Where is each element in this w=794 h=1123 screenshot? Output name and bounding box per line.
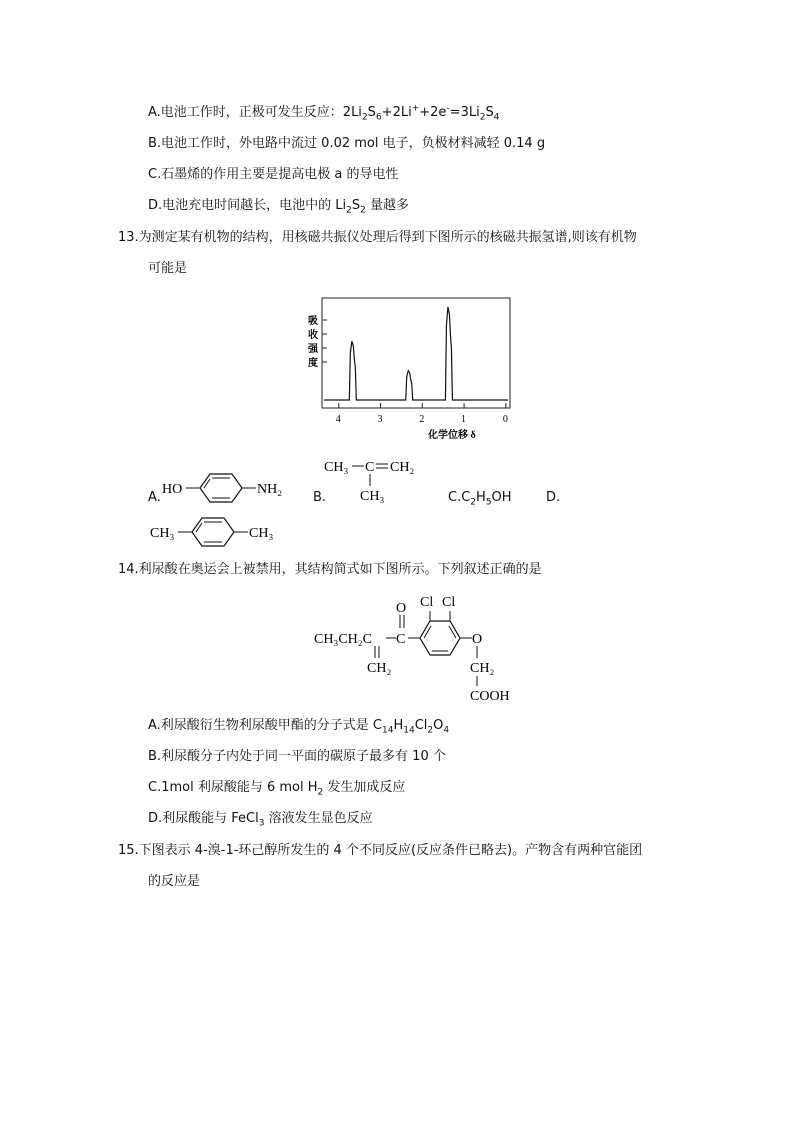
amino-group: NH₂ (257, 482, 283, 497)
q13-option-d-structure (148, 514, 288, 552)
q14-option-a: A.利尿酸衍生物利尿酸甲酯的分子式是 $C_{14}H_{14}Cl_2O_4$ (148, 718, 450, 736)
x-tick-label: 2 (419, 414, 425, 425)
q13-option-b-label: B. (313, 490, 327, 505)
ethyl-chain: CH₃CH₂C (314, 632, 372, 647)
q13-option-b-structure (320, 452, 430, 504)
q12-option-b: B.电池工作时，外电路中流过 0.02 mol 电子，负极材料减轻 0.14 g (148, 136, 546, 151)
ether-oxygen: O (472, 632, 483, 647)
methyl-group-d1: CH₃ (150, 526, 175, 541)
chlorine-2: Cl (442, 595, 456, 610)
q13-stem-line2: 可能是 (148, 261, 188, 276)
q13-option-c: $C.C_2H_5OH$ (448, 490, 512, 508)
spectrum-trace (324, 307, 508, 400)
x-tick-label: 4 (335, 414, 341, 425)
x-tick-label: 0 (502, 414, 508, 425)
q14-option-b: B.利尿酸分子内处于同一平面的碳原子最多有 10 个 (148, 749, 446, 764)
y-label-char: 度 (308, 358, 318, 369)
carboxyl-group: COOH (470, 689, 510, 704)
benzene-ring (420, 621, 460, 655)
methyl-group-b1: CH₃ (324, 460, 349, 475)
q12-option-a: A.电池工作时，正极可发生反应：$2Li_2S_6+2Li^++2e^-=3Li_2S_4$ (148, 103, 500, 123)
central-carbon-b: C (365, 460, 375, 475)
q13-option-d-label: D. (546, 490, 561, 505)
y-axis-label (307, 314, 327, 369)
x-axis-label: 化学位移 δ (428, 430, 476, 441)
methyl-group-d2: CH₃ (249, 526, 274, 541)
q12-option-c: C.石墨烯的作用主要是提高电极 a 的导电性 (148, 167, 399, 182)
y-label-char: 收 (308, 330, 318, 341)
q14-option-d: D.利尿酸能与 FeCl$_3$ 溶液发生显色反应 (148, 811, 373, 829)
methylene-group-b: CH₂ (390, 460, 415, 475)
q14-option-c: C.1mol 利尿酸能与 6 mol $H_2$ 发生加成反应 (148, 780, 406, 798)
x-tick-label: 1 (461, 414, 467, 425)
carbonyl-carbon: C (396, 632, 406, 647)
chlorine-1: Cl (420, 595, 434, 610)
methyl-group-b2: CH₃ (360, 489, 385, 504)
ethacrynic-acid-structure (312, 588, 532, 706)
hydroxyl-group: HO (162, 482, 183, 497)
carbonyl-oxygen: O (396, 601, 407, 616)
nmr-spectrum-chart (300, 292, 520, 444)
q15-stem-line1: 15.下图表示 4-溴-1-环己醇所发生的 4 个不同反应(反应条件已略去)。产物含有两种官能团 (118, 843, 643, 858)
q12-option-d: D.电池充电时间越长，电池中的 $Li_2S_2$ 量越多 (148, 198, 410, 216)
oxymethylene-group: CH₂ (470, 661, 495, 676)
q13-option-a-label: A. (148, 490, 161, 505)
q14-stem: 14.利尿酸在奥运会上被禁用，其结构简式如下图所示。下列叙述正确的是 (118, 562, 542, 577)
y-label-char: 吸 (308, 316, 318, 327)
q13-stem-line1: 13.为测定某有机物的结构，用核磁共振仪处理后得到下图所示的核磁共振氢谱,则该有机物 (118, 230, 637, 245)
methylene-group: CH₂ (367, 661, 392, 676)
q15-stem-line2: 的反应是 (148, 874, 201, 889)
x-tick-label: 3 (377, 414, 383, 425)
y-label-char: 强 (308, 344, 318, 355)
q13-option-a-structure (160, 470, 290, 510)
